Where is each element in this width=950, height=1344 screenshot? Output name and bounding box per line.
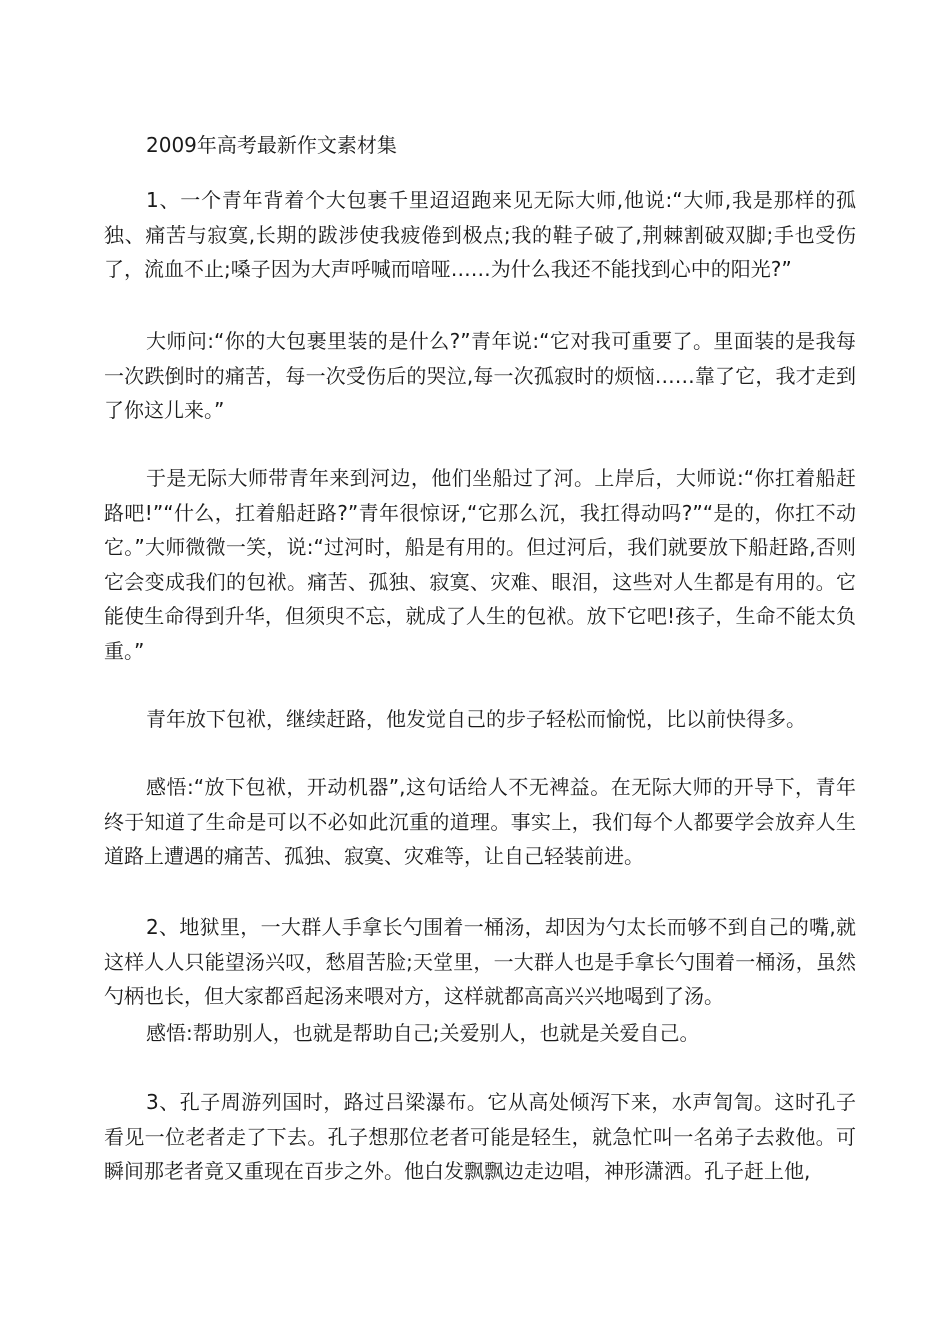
paragraph-story-2-insight: 感悟:帮助别人，也就是帮助自己;关爱别人，也就是关爱自己。 [146,1021,700,1045]
paragraph-story-2: 2、地狱里，一大群人手拿长勺围着一桶汤，却因为勺太长而够不到自己的嘴,就这样人人只能望汤兴叹，愁眉苦脸;天堂里，一大群人也是手拿长勺围着一桶汤，虽然勺柄也长，但大家都舀起汤来喂对方，这样就都高高兴兴地喝到了汤。 [104,915,856,1008]
paragraph-story-1-insight: 感悟:“放下包袱，开动机器”,这句话给人不无裨益。在无际大师的开导下，青年终于知道了生命是可以不必如此沉重的道理。事实上，我们每个人都要学会放弃人生道路上遭遇的痛苦、孤独、寂寞、灾难等，让自己轻装前进。 [104,775,856,868]
paragraph-story-1-ending: 青年放下包袱，继续赶路，他发觉自己的步子轻松而愉悦，比以前快得多。 [146,707,806,731]
paragraph-story-1-river: 于是无际大师带青年来到河边，他们坐船过了河。上岸后，大师说:“你扛着船赶路吧!”“什么，扛着船赶路?”青年很惊讶,“它那么沉，我扛得动吗?”“是的，你扛不动它。”大师微微一笑，说:“过河时，船是有用的。但过河后，我们就要放下船赶路,否则它会变成我们的包袱。痛苦、孤独、寂寞、灾难、眼泪，这些对人生都是有用的。它能使生命得到升华，但须臾不忘，就成了人生的包袱。放下它吧!孩子，生命不能太负重。” [104,466,856,663]
paragraph-story-1-intro: 1、一个青年背着个大包裹千里迢迢跑来见无际大师,他说:“大师,我是那样的孤独、痛苦与寂寞,长期的跋涉使我疲倦到极点;我的鞋子破了,荆棘割破双脚;手也受伤了，流血不止;嗓子因为大声呼喊而喑哑……为什么我还不能找到心中的阳光?” [104,188,856,281]
paragraph-story-1-dialogue: 大师问:“你的大包裹里装的是什么?”青年说:“它对我可重要了。里面装的是我每一次跌倒时的痛苦，每一次受伤后的哭泣,每一次孤寂时的烦恼……靠了它，我才走到了你这儿来。” [104,329,856,422]
document-title: 2009年高考最新作文素材集 [146,133,397,157]
paragraph-story-3: 3、孔子周游列国时，路过吕梁瀑布。它从高处倾泻下来，水声訇訇。这时孔子看见一位老者走了下去。孔子想那位老者可能是轻生，就急忙叫一名弟子去救他。可瞬间那老者竟又重现在百步之外。他白发飘飘边走边唱，神形潇洒。孔子赶上他, [104,1090,856,1183]
